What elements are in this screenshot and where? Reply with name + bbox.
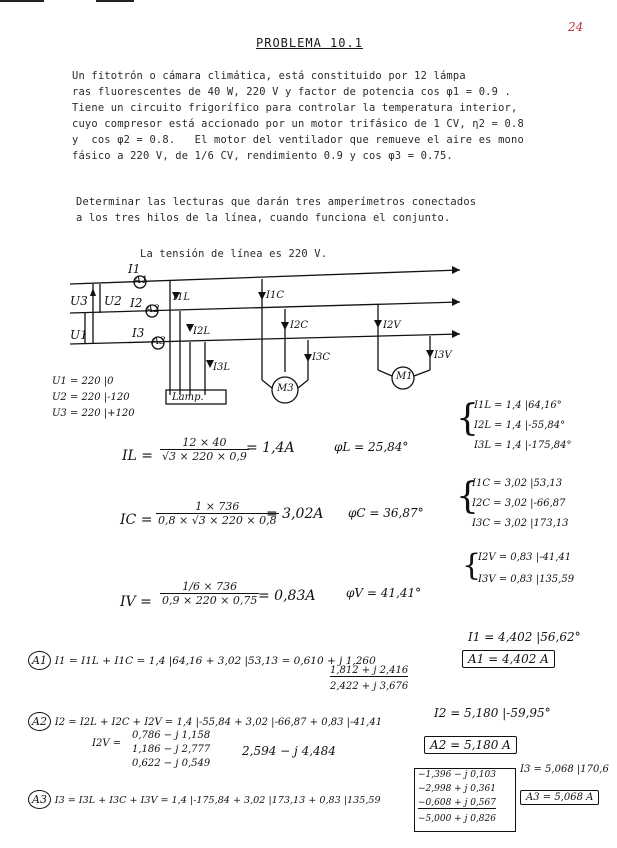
label-i3l: I3L: [213, 362, 230, 373]
eq2-row: [28, 712, 382, 731]
fan-calc-phi: φV = 41,41°: [346, 586, 422, 600]
eq2-boxed-result: A2 = 5,180 A: [424, 736, 517, 754]
eq3-row-1: −1,396 − j 0,103: [418, 770, 496, 780]
lamp-calc-phi: φL = 25,84°: [334, 440, 409, 454]
comp-phasor-3: I3C = 3,02 |173,13: [472, 518, 569, 529]
fan-phasor-1: I2V = 0,83 |-41,41: [478, 552, 572, 563]
brace-lamps: {: [456, 398, 479, 439]
voltage-u2: U2 = 220 |-120: [52, 392, 130, 403]
eq3-boxed-result: A3 = 5,068 A: [520, 790, 599, 805]
fan-calc-num: 1/6 × 736: [160, 580, 259, 594]
label-i3c: I3C: [312, 352, 330, 363]
eq2-row-2: 1,186 − j 2,777: [132, 744, 211, 755]
label-u2: U2: [104, 294, 122, 308]
label-a3: A3: [152, 336, 166, 347]
comp-calc-result: = 3,02A: [266, 506, 324, 522]
eq2-expr: I2 = I2L + I2C + I2V = 1,4 |-55,84 + 3,02 |-66,87 + 0,83 |-41,41: [54, 717, 383, 728]
voltage-u3: U3 = 220 |+120: [52, 408, 135, 419]
comp-calc-lhs: IC =: [120, 512, 153, 528]
statement-line-3: Tiene un circuito frigorífico para controlar la temperatura interior,: [72, 102, 518, 114]
eq2-phasor: I2 = 5,180 |-59,95°: [434, 706, 551, 720]
label-i2: I2: [130, 296, 143, 310]
label-i2v: I2V: [383, 320, 401, 331]
label-lamps: Lamp.: [172, 392, 204, 403]
fan-calc-fraction: [160, 580, 259, 607]
brace-comp: {: [456, 476, 479, 517]
eq2-i2v-label: I2V =: [92, 738, 122, 749]
eq3-row-3: −0,608 + j 0,567: [418, 798, 496, 808]
fan-calc-lhs: IV =: [120, 594, 152, 610]
line-voltage-note: La tensión de línea es 220 V.: [140, 248, 328, 260]
eq1-result-row: [462, 652, 555, 666]
lamp-calc-fraction: [160, 436, 249, 463]
lamp-calc-lhs: IL =: [122, 448, 154, 464]
label-a1: A1: [134, 275, 148, 286]
label-i1: I1: [128, 262, 141, 276]
eq2-sum: 2,594 − j 4,484: [242, 744, 336, 758]
eq3-expr: I3 = I3L + I3C + I3V = 1,4 |-175,84 + 3,02 |173,13 + 0,83 |135,59: [54, 795, 381, 806]
comp-calc-phi: φC = 36,87°: [348, 506, 424, 520]
eq1-expr: I1 = I1L + I1C = 1,4 |64,16 + 3,02 |53,13 = 0,610 + j 1,260: [54, 655, 376, 667]
eq3-result-row: [520, 792, 599, 803]
question-line-2: a los tres hilos de la línea, cuando funciona el conjunto.: [76, 212, 451, 224]
eq2-row-3: 0,622 − j 0,549: [132, 758, 211, 769]
eq2-result-row: [424, 738, 517, 752]
eq3-sum: −5,000 + j 0,826: [418, 814, 496, 824]
comp-phasor-2: I2C = 3,02 |-66,87: [472, 498, 566, 509]
eq1-line2: 1,812 + j 2,416: [330, 665, 409, 676]
eq2-row-1: 0,786 − j 1,158: [132, 730, 211, 741]
label-i3v: I3V: [434, 350, 452, 361]
label-a2: A2: [146, 304, 160, 315]
fan-phasor-2: I3V = 0,83 |135,59: [478, 574, 575, 585]
lamp-phasor-1: I1L = 1,4 |64,16°: [474, 400, 562, 411]
comp-calc-fraction: [156, 500, 279, 527]
label-i2c: I2C: [290, 320, 308, 331]
eq1-phasor: I1 = 4,402 |56,62°: [468, 630, 581, 644]
label-i1l: I1L: [173, 292, 190, 303]
eq1-sum: 2,422 + j 3,676: [330, 681, 409, 692]
brace-fan: {: [462, 548, 482, 583]
eq3-row: [28, 790, 381, 809]
label-u1: U1: [70, 328, 88, 342]
lamp-phasor-3: I3L = 1,4 |-175,84°: [474, 440, 572, 451]
lamp-calc-result: = 1,4A: [246, 440, 295, 456]
label-i1c: I1C: [266, 290, 284, 301]
label-u3: U3: [70, 294, 88, 308]
voltage-u1: U1 = 220 |0: [52, 376, 114, 387]
eq3-row-2: −2,998 + j 0,361: [418, 784, 496, 794]
eq1-boxed-result: A1 = 4,402 A: [462, 650, 555, 668]
page-number: 24: [568, 20, 584, 34]
statement-line-5: y cos φ2 = 0.8. El motor del ventilador que remueve el aire es mono: [72, 134, 524, 146]
comp-calc-den: 0,8 × √3 × 220 × 0,8: [158, 514, 277, 527]
statement-line-2: ras fluorescentes de 40 W, 220 V y factor de potencia cos φ1 = 0.9 .: [72, 86, 511, 98]
eq1-ammeter: A1: [28, 651, 51, 670]
fan-calc-result: = 0,83A: [258, 588, 316, 604]
label-motor3: M3: [277, 383, 294, 394]
eq3-phasor: I3 = 5,068 |170,6: [520, 764, 609, 775]
label-motor1: M1: [396, 371, 413, 382]
lamp-calc-num: 12 × 40: [160, 436, 249, 450]
label-i2l: I2L: [193, 326, 210, 337]
statement-line-1: Un fitotrón o cámara climática, está constituido por 12 lámpa: [72, 70, 466, 82]
line-wire-2: [70, 302, 460, 313]
eq3-ammeter: A3: [28, 790, 51, 809]
comp-phasor-1: I1C = 3,02 |53,13: [472, 478, 563, 489]
lamp-phasor-2: I2L = 1,4 |-55,84°: [474, 420, 566, 431]
question-line-1: Determinar las lecturas que darán tres amperímetros conectados: [76, 196, 477, 208]
comp-calc-num: 1 × 736: [156, 500, 279, 514]
statement-line-6: fásico a 220 V, de 1/6 CV, rendimiento 0.9 y cos φ3 = 0.75.: [72, 150, 453, 162]
lamp-calc-den: √3 × 220 × 0,9: [162, 450, 247, 463]
line-wire-3: [70, 334, 460, 344]
problem-title-text: PROBLEMA 10.1: [256, 36, 363, 50]
eq2-ammeter: A2: [28, 712, 51, 731]
fan-calc-den: 0,9 × 220 × 0,75: [162, 594, 258, 607]
eq1-row: [28, 651, 376, 670]
label-i3: I3: [132, 326, 145, 340]
statement-line-4: cuyo compresor está accionado por un motor trifásico de 1 CV, η2 = 0.8: [72, 118, 524, 130]
